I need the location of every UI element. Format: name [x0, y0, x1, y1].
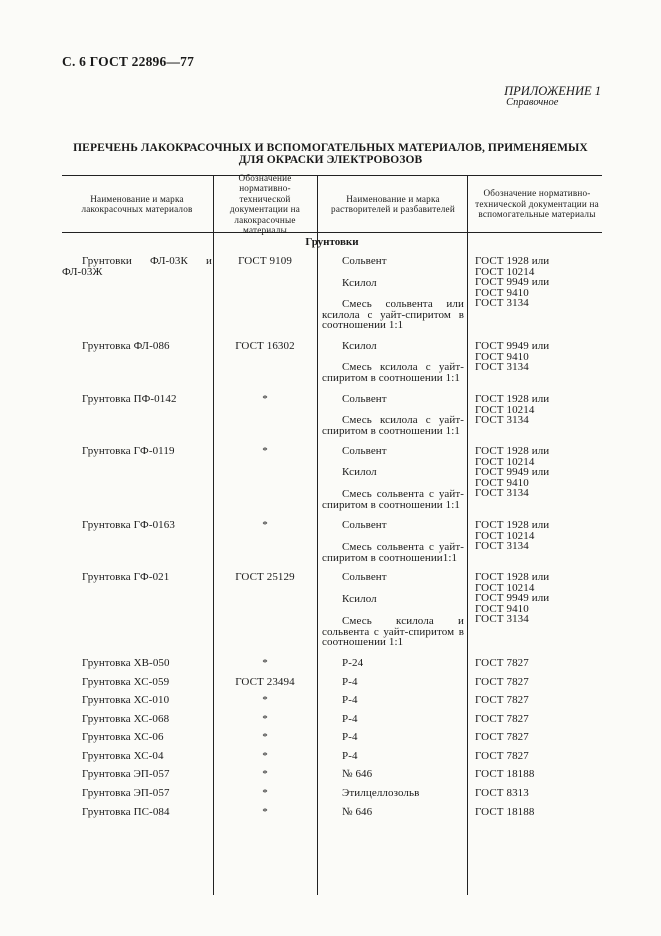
row-aux-ntd: ГОСТ 3134 — [475, 487, 529, 500]
row-material-ntd: * — [262, 393, 268, 405]
row-material-name: Грунтовка ГФ-021 — [82, 571, 170, 583]
row-material-name: Грунтовка ХС-068 — [82, 712, 170, 725]
row-aux-ntd: ГОСТ 9949 или — [475, 276, 550, 289]
row-aux-ntd: ГОСТ 7827 — [475, 657, 529, 669]
row-material-name: Грунтовка ХС-04 — [82, 749, 164, 762]
row-aux-ntd: ГОСТ 10214 — [475, 403, 535, 416]
header-material-ntd: Обозначение нормативно-технической документации на лакокрасочные материалы — [229, 172, 301, 235]
row-material-name: Грунтовка ХВ-050 — [82, 657, 170, 669]
row-solvent: Р-4 — [342, 749, 358, 762]
row-material-name: Грунтовка ГФ-0163 — [82, 519, 175, 531]
row-aux-ntd: ГОСТ 1928 или — [475, 445, 550, 457]
row-aux-ntd: ГОСТ 10214 — [475, 455, 535, 468]
document-title-line-1: ПЕРЕЧЕНЬ ЛАКОКРАСОЧНЫХ И ВСПОМОГАТЕЛЬНЫХ МАТЕРИАЛОВ, ПРИМЕНЯЕМЫХ — [73, 142, 588, 154]
header-aux-ntd: Обозначение нормативно-технической документации на вспомогательные материалы — [475, 188, 599, 220]
row-aux-ntd: ГОСТ 3134 — [475, 297, 529, 310]
row-aux-ntd: ГОСТ 1928 или — [475, 393, 550, 405]
document-title — [62, 142, 599, 166]
row-aux-ntd: ГОСТ 9410 — [475, 286, 529, 299]
document-title-line-2: ДЛЯ ОКРАСКИ ЭЛЕКТРОВОЗОВ — [238, 154, 423, 166]
row-solvent: Смесь сольвента или ксилола с уайт-спиритом в соотношении 1:1 — [322, 298, 464, 332]
row-aux-ntd: ГОСТ 10214 — [475, 265, 535, 278]
materials-table — [62, 172, 602, 818]
row-material-name: Грунтовка ПС-084 — [82, 806, 170, 818]
row-aux-ntd: ГОСТ 9949 или — [475, 466, 550, 479]
row-solvent: Р-4 — [342, 712, 358, 725]
header-divider — [213, 176, 214, 232]
row-aux-ntd: ГОСТ 9410 — [475, 476, 529, 489]
row-aux-ntd: ГОСТ 1928 или — [475, 519, 550, 531]
row-material-ntd: ГОСТ 25129 — [235, 571, 295, 583]
row-aux-ntd: ГОСТ 1928 или — [475, 571, 550, 583]
row-material-ntd: * — [262, 519, 268, 531]
row-solvent: Смесь ксилола с уайт-спиритом в соотношении 1:1 — [322, 414, 464, 437]
row-aux-ntd: ГОСТ 10214 — [475, 529, 535, 542]
row-aux-ntd: ГОСТ 7827 — [475, 712, 529, 725]
row-solvent: Сольвент — [342, 255, 387, 267]
row-material-name: Грунтовка ЭП-057 — [82, 768, 170, 780]
row-material-name: Грунтовка ГФ-0119 — [82, 445, 175, 457]
row-aux-ntd: ГОСТ 7827 — [475, 675, 529, 688]
row-material-name: Грунтовка ФЛ-086 — [82, 340, 170, 352]
row-solvent: Р-4 — [342, 731, 358, 743]
row-material-ntd: * — [262, 694, 268, 706]
table-header — [62, 172, 602, 235]
row-solvent: Ксилол — [342, 277, 377, 289]
header-divider — [467, 176, 468, 232]
column-divider — [317, 232, 318, 895]
row-material-name: Грунтовки ФЛ-03К и ФЛ-03Ж — [62, 255, 212, 278]
row-solvent: Р-4 — [342, 694, 358, 706]
row-aux-ntd: ГОСТ 3134 — [475, 361, 529, 374]
row-material-ntd: * — [262, 731, 268, 743]
row-solvent: Р-4 — [342, 675, 358, 688]
row-aux-ntd: ГОСТ 9410 — [475, 350, 529, 363]
column-divider — [467, 232, 468, 895]
row-material-name: Грунтовка ХС-059 — [82, 675, 170, 688]
row-solvent: Смесь ксилола и сольвента с уайт-спиритом в соотношении 1:1 — [322, 615, 464, 649]
row-solvent: Ксилол — [342, 593, 377, 605]
appendix-title: ПРИЛОЖЕНИЕ 1 — [504, 84, 601, 98]
row-aux-ntd: ГОСТ 3134 — [475, 540, 529, 553]
row-material-name: Грунтовка ХС-010 — [82, 694, 170, 706]
row-material-ntd: * — [262, 768, 268, 780]
row-aux-ntd: ГОСТ 9949 или — [475, 592, 550, 605]
row-aux-ntd: ГОСТ 7827 — [475, 694, 529, 706]
row-aux-ntd: ГОСТ 18188 — [475, 806, 535, 818]
row-solvent: Ксилол — [342, 340, 377, 352]
row-solvent: Сольвент — [342, 571, 387, 583]
row-aux-ntd: ГОСТ 18188 — [475, 768, 535, 780]
header-solvent-name: Наименование и марка растворителей и разбавителей — [331, 193, 455, 214]
row-solvent: Р-24 — [342, 657, 364, 669]
row-solvent: Смесь ксилола с уайт-спиритом в соотношении 1:1 — [322, 361, 464, 384]
row-solvent: Ксилол — [342, 466, 377, 478]
row-aux-ntd: ГОСТ 1928 или — [475, 255, 550, 267]
row-material-ntd: * — [262, 749, 268, 762]
row-aux-ntd: ГОСТ 7827 — [475, 731, 529, 743]
row-material-ntd: * — [262, 787, 268, 799]
row-material-ntd: * — [262, 712, 268, 725]
row-aux-ntd: ГОСТ 7827 — [475, 749, 529, 762]
section-heading: Грунтовки — [305, 236, 359, 248]
row-aux-ntd: ГОСТ 8313 — [475, 787, 529, 799]
row-solvent: № 646 — [342, 768, 373, 780]
row-solvent: Сольвент — [342, 445, 387, 457]
row-solvent: № 646 — [342, 806, 373, 818]
row-material-ntd: ГОСТ 9109 — [238, 255, 292, 267]
row-material-ntd: * — [262, 445, 268, 457]
row-solvent: Смесь сольвента с уайт-спиритом в соотношении1:1 — [322, 541, 464, 564]
header-divider — [317, 176, 318, 232]
row-material-ntd: ГОСТ 16302 — [235, 340, 295, 352]
row-material-ntd: ГОСТ 23494 — [235, 675, 295, 688]
row-material-name: Грунтовка ПФ-0142 — [82, 393, 177, 405]
row-aux-ntd: ГОСТ 3134 — [475, 414, 529, 427]
row-solvent: Сольвент — [342, 393, 387, 405]
row-material-ntd: * — [262, 657, 268, 669]
row-aux-ntd: ГОСТ 10214 — [475, 581, 535, 594]
row-aux-ntd: ГОСТ 9410 — [475, 602, 529, 615]
row-material-name: Грунтовка ЭП-057 — [82, 787, 170, 799]
page-number-header: С. 6 ГОСТ 22896—77 — [62, 54, 195, 69]
row-solvent: Этилцеллозольв — [342, 787, 420, 799]
row-solvent: Смесь сольвента с уайт-спиритом в соотношении 1:1 — [322, 488, 464, 511]
row-aux-ntd: ГОСТ 9949 или — [475, 340, 550, 352]
row-solvent: Сольвент — [342, 519, 387, 531]
header-material-name: Наименование и марка лакокрасочных материалов — [81, 193, 193, 214]
row-material-ntd: * — [262, 806, 268, 818]
appendix-subtitle: Справочное — [506, 97, 559, 108]
appendix-label — [504, 86, 601, 108]
row-material-name: Грунтовка ХС-06 — [82, 731, 164, 743]
row-aux-ntd: ГОСТ 3134 — [475, 613, 529, 626]
